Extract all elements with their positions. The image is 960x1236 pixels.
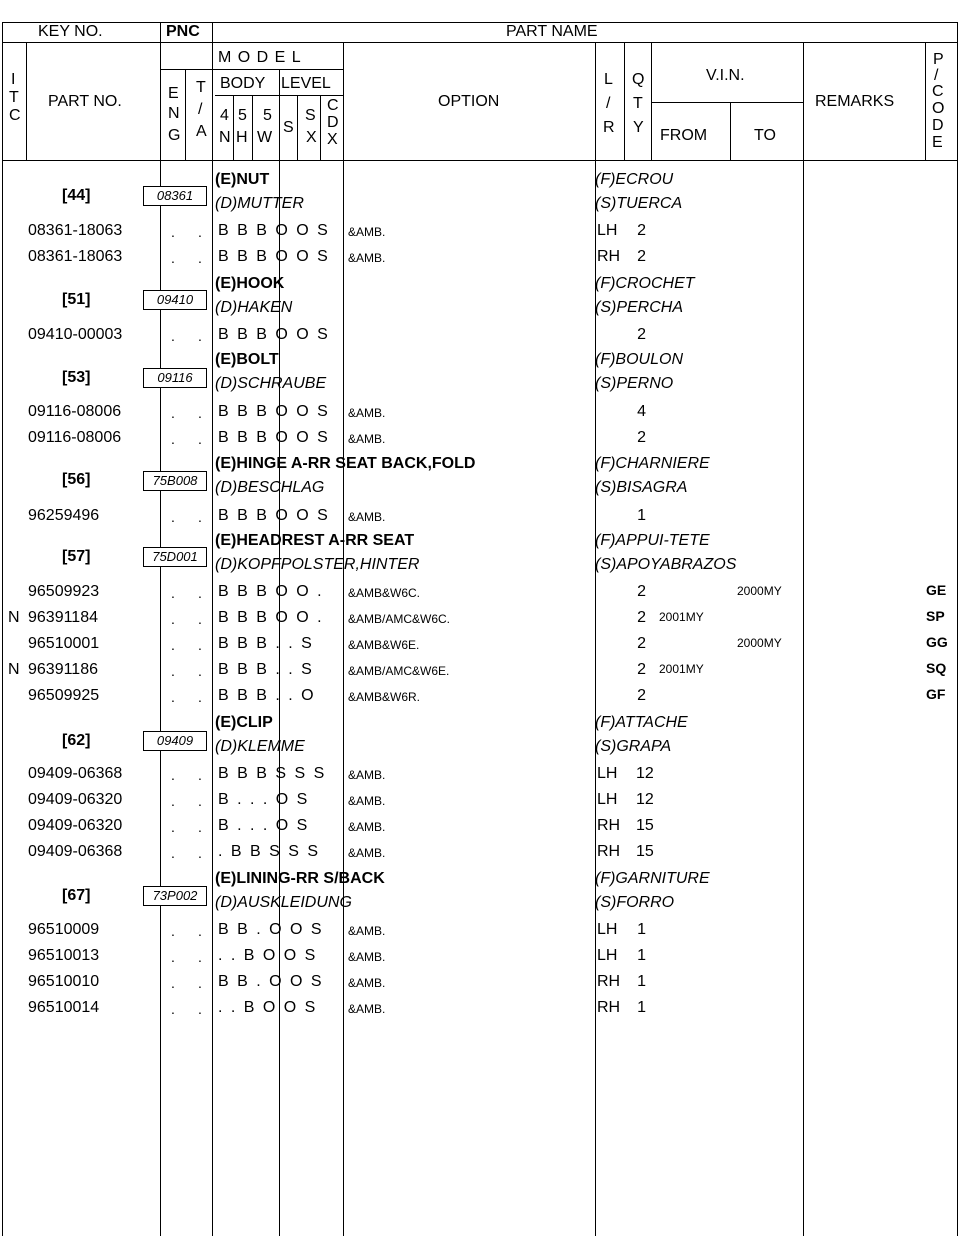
itc-t: T: [9, 89, 19, 106]
level-s: S: [283, 119, 294, 136]
empty-marker: .: [171, 845, 175, 861]
empty-marker: .: [198, 845, 202, 861]
part-number: 08361-18063: [28, 222, 123, 239]
part-number: 96510009: [28, 921, 100, 938]
vin-to: 2000MY: [737, 584, 782, 598]
empty-marker: .: [198, 509, 202, 525]
grid-line: [957, 22, 958, 1236]
model-applicability: B B B O O S: [218, 429, 329, 446]
part-name-german: (D)SCHRAUBE: [215, 375, 327, 392]
pnc-header: PNC: [166, 23, 200, 40]
part-name-spanish: (S)PERNO: [595, 375, 674, 392]
pcode-d: D: [932, 117, 944, 134]
empty-marker: .: [171, 793, 175, 809]
option-code: &AMB.: [348, 820, 386, 834]
grid-line: [2, 22, 3, 1236]
empty-marker: .: [171, 328, 175, 344]
empty-marker: .: [198, 431, 202, 447]
part-name-french: (F)CHARNIERE: [595, 455, 710, 472]
empty-marker: .: [171, 819, 175, 835]
part-number: 09409-06320: [28, 791, 123, 808]
option-code: &AMB&W6R.: [348, 690, 421, 704]
grid-line: [2, 22, 958, 23]
key-number: [56]: [62, 471, 91, 488]
model-applicability: B B . O O S: [218, 921, 323, 938]
lr-value: LH: [597, 947, 618, 964]
part-name-header: PART NAME: [506, 23, 598, 40]
part-name-french: (F)GARNITURE: [595, 870, 710, 887]
pnc-code: 75D001: [143, 547, 207, 567]
lr-value: LH: [597, 791, 618, 808]
part-name-english: (E)LINING-RR S/BACK: [215, 870, 385, 887]
empty-marker: .: [171, 663, 175, 679]
model-applicability: B B . O O S: [218, 973, 323, 990]
pnc-code: 09409: [143, 731, 207, 751]
grid-line: [730, 102, 731, 160]
part-number: 09116-08006: [28, 429, 122, 446]
option-code: &AMB.: [348, 251, 386, 265]
grid-line: [343, 42, 344, 1236]
quantity: 1: [637, 921, 646, 938]
pcode-e: E: [932, 134, 943, 151]
part-name-spanish: (S)FORRO: [595, 894, 675, 911]
part-number: 96510014: [28, 999, 100, 1016]
model-applicability: B B B O O .: [218, 583, 323, 600]
itc-i: I: [11, 71, 16, 88]
empty-marker: .: [171, 949, 175, 965]
level-cdx-d: D: [327, 114, 339, 131]
empty-marker: .: [171, 689, 175, 705]
model-applicability: B B B . . S: [218, 635, 313, 652]
grid-line: [233, 95, 234, 160]
key-number: [57]: [62, 548, 91, 565]
quantity: 2: [637, 429, 646, 446]
model-applicability: B B B S S S: [218, 765, 326, 782]
empty-marker: .: [171, 1001, 175, 1017]
part-name-german: (D)AUSKLEIDUNG: [215, 894, 352, 911]
part-number: 09116-08006: [28, 403, 122, 420]
quantity: 1: [637, 999, 646, 1016]
grid-line: [185, 69, 186, 160]
qty-q: Q: [632, 71, 645, 88]
pnc-code: 73P002: [143, 886, 207, 906]
lr-value: RH: [597, 999, 621, 1016]
body-header: BODY: [220, 75, 266, 92]
body-4: 4: [220, 107, 229, 124]
qty-y: Y: [633, 119, 644, 136]
body-5w: 5: [263, 107, 272, 124]
lr-value: LH: [597, 222, 618, 239]
option-code: &AMB&W6C.: [348, 586, 421, 600]
quantity: 2: [637, 609, 646, 626]
from-header: FROM: [660, 127, 708, 144]
part-name-spanish: (S)GRAPA: [595, 738, 672, 755]
lr-value: LH: [597, 921, 618, 938]
part-number: 96510010: [28, 973, 100, 990]
model-applicability: . . B O O S: [218, 999, 317, 1016]
empty-marker: .: [171, 509, 175, 525]
level-cdx-c: C: [327, 97, 339, 114]
quantity: 2: [637, 326, 646, 343]
part-name-english: (E)HEADREST A-RR SEAT: [215, 532, 415, 549]
grid-line: [2, 42, 958, 43]
lr-slash: /: [606, 95, 611, 112]
model-header: M O D E L: [218, 49, 302, 66]
model-applicability: B B B . . S: [218, 661, 313, 678]
quantity: 4: [637, 403, 646, 420]
lr-value: LH: [597, 765, 618, 782]
grid-line: [320, 95, 321, 160]
lr-value: RH: [597, 843, 621, 860]
grid-line: [26, 42, 27, 160]
part-number: 96510001: [28, 635, 100, 652]
part-name-spanish: (S)BISAGRA: [595, 479, 688, 496]
grid-line: [624, 42, 625, 160]
key-number: [51]: [62, 291, 91, 308]
part-number: 09410-00003: [28, 326, 123, 343]
key-number: [44]: [62, 187, 91, 204]
grid-line: [803, 42, 804, 1236]
empty-marker: .: [198, 250, 202, 266]
empty-marker: .: [198, 819, 202, 835]
empty-marker: .: [171, 923, 175, 939]
part-number: 96510013: [28, 947, 100, 964]
quantity: 2: [637, 248, 646, 265]
part-number: 96509923: [28, 583, 100, 600]
level-header: LEVEL: [281, 75, 331, 92]
option-code: &AMB.: [348, 976, 386, 990]
p-code: GE: [926, 582, 947, 598]
vin-from: 2001MY: [659, 610, 704, 624]
option-header: OPTION: [438, 93, 500, 110]
option-code: &AMB.: [348, 1002, 386, 1016]
grid-line: [925, 42, 926, 160]
model-applicability: B . . . O S: [218, 817, 309, 834]
key-number: [67]: [62, 887, 91, 904]
lr-value: RH: [597, 817, 621, 834]
quantity: 12: [636, 765, 654, 782]
level-cdx-x: X: [327, 131, 338, 148]
qty-t: T: [633, 95, 643, 112]
quantity: 1: [637, 973, 646, 990]
quantity: 15: [636, 817, 654, 834]
body-w: W: [257, 129, 273, 146]
part-name-french: (F)APPUI-TETE: [595, 532, 710, 549]
quantity: 1: [637, 947, 646, 964]
empty-marker: .: [171, 224, 175, 240]
grid-line: [2, 160, 958, 161]
part-no-header: PART NO.: [48, 93, 122, 110]
part-number: 09409-06368: [28, 843, 123, 860]
part-number: 96259496: [28, 507, 100, 524]
option-code: &AMB&W6E.: [348, 638, 420, 652]
grid-line: [212, 22, 213, 1236]
grid-line: [651, 102, 803, 103]
empty-marker: .: [171, 250, 175, 266]
empty-marker: .: [198, 1001, 202, 1017]
lr-r: R: [603, 119, 615, 136]
lr-value: RH: [597, 973, 621, 990]
empty-marker: .: [171, 767, 175, 783]
empty-marker: .: [198, 405, 202, 421]
empty-marker: .: [198, 328, 202, 344]
p-code: SP: [926, 608, 945, 624]
grid-line: [160, 69, 343, 70]
model-applicability: B B B O O S: [218, 507, 329, 524]
ta-a: A: [196, 123, 207, 140]
level-sx-x: X: [306, 129, 317, 146]
empty-marker: .: [198, 923, 202, 939]
grid-line: [651, 42, 652, 160]
model-applicability: B B B O O .: [218, 609, 323, 626]
option-code: &AMB.: [348, 794, 386, 808]
empty-marker: .: [171, 975, 175, 991]
pcode-p: P: [933, 51, 944, 68]
body-h: H: [236, 129, 248, 146]
model-applicability: B B B O O S: [218, 403, 329, 420]
option-code: &AMB.: [348, 924, 386, 938]
part-name-english: (E)NUT: [215, 171, 270, 188]
p-code: GF: [926, 686, 946, 702]
option-code: &AMB/AMC&W6E.: [348, 664, 450, 678]
quantity: 2: [637, 661, 646, 678]
part-name-french: (F)CROCHET: [595, 275, 695, 292]
quantity: 15: [636, 843, 654, 860]
part-number: 96391186: [28, 661, 98, 678]
key-no-header: KEY NO.: [38, 23, 103, 40]
model-applicability: B B B O O S: [218, 326, 329, 343]
option-code: &AMB.: [348, 432, 386, 446]
grid-line: [595, 42, 596, 1236]
empty-marker: .: [198, 767, 202, 783]
empty-marker: .: [198, 949, 202, 965]
empty-marker: .: [198, 793, 202, 809]
model-applicability: B B B O O S: [218, 222, 329, 239]
model-applicability: . . B O O S: [218, 947, 317, 964]
empty-marker: .: [198, 663, 202, 679]
option-code: &AMB.: [348, 846, 386, 860]
pcode-slash: /: [934, 67, 939, 84]
vin-header: V.I.N.: [706, 67, 745, 84]
part-name-spanish: (S)PERCHA: [595, 299, 684, 316]
part-name-german: (D)KOPFPOLSTER,HINTER: [215, 556, 420, 573]
quantity: 1: [637, 507, 646, 524]
quantity: 2: [637, 222, 646, 239]
level-sx-s: S: [305, 107, 316, 124]
part-name-english: (E)HOOK: [215, 275, 285, 292]
option-code: &AMB.: [348, 950, 386, 964]
part-name-english: (E)HINGE A-RR SEAT BACK,FOLD: [215, 455, 476, 472]
empty-marker: .: [171, 405, 175, 421]
lr-value: RH: [597, 248, 621, 265]
p-code: GG: [926, 634, 948, 650]
empty-marker: .: [198, 689, 202, 705]
p-code: SQ: [926, 660, 947, 676]
model-applicability: . B B S S S: [218, 843, 320, 860]
part-number: 09409-06368: [28, 765, 123, 782]
quantity: 12: [636, 791, 654, 808]
part-number: 96509925: [28, 687, 100, 704]
quantity: 2: [637, 635, 646, 652]
option-code: &AMB.: [348, 406, 386, 420]
part-name-spanish: (S)APOYABRAZOS: [595, 556, 737, 573]
eng-g: G: [168, 127, 181, 144]
grid-line: [297, 95, 298, 160]
pnc-code: 75B008: [143, 471, 207, 491]
empty-marker: .: [198, 637, 202, 653]
option-code: &AMB.: [348, 510, 386, 524]
part-name-german: (D)BESCHLAG: [215, 479, 325, 496]
itc-c: C: [9, 107, 21, 124]
pcode-o: O: [932, 100, 945, 117]
empty-marker: .: [198, 585, 202, 601]
vin-to: 2000MY: [737, 636, 782, 650]
ta-t: T: [196, 79, 206, 96]
eng-n: N: [168, 105, 180, 122]
new-part-marker: N: [8, 661, 20, 678]
empty-marker: .: [171, 431, 175, 447]
vin-from: 2001MY: [659, 662, 704, 676]
pnc-code: 08361: [143, 186, 207, 206]
part-number: 09409-06320: [28, 817, 123, 834]
empty-marker: .: [198, 975, 202, 991]
empty-marker: .: [171, 585, 175, 601]
option-code: &AMB.: [348, 768, 386, 782]
body-5h: 5: [238, 107, 247, 124]
model-applicability: B . . . O S: [218, 791, 309, 808]
empty-marker: .: [198, 224, 202, 240]
lr-l: L: [604, 71, 613, 88]
part-name-german: (D)KLEMME: [215, 738, 305, 755]
new-part-marker: N: [8, 609, 20, 626]
part-name-german: (D)HAKEN: [215, 299, 293, 316]
option-code: &AMB/AMC&W6C.: [348, 612, 451, 626]
part-name-german: (D)MUTTER: [215, 195, 304, 212]
to-header: TO: [754, 127, 776, 144]
ta-slash: /: [198, 101, 203, 118]
empty-marker: .: [171, 611, 175, 627]
part-number: 08361-18063: [28, 248, 123, 265]
key-number: [53]: [62, 369, 91, 386]
part-name-french: (F)BOULON: [595, 351, 683, 368]
part-name-french: (F)ECROU: [595, 171, 674, 188]
pnc-code: 09410: [143, 290, 207, 310]
part-name-english: (E)BOLT: [215, 351, 279, 368]
empty-marker: .: [171, 637, 175, 653]
empty-marker: .: [198, 611, 202, 627]
pnc-code: 09116: [143, 368, 207, 388]
part-name-french: (F)ATTACHE: [595, 714, 688, 731]
grid-line: [252, 95, 253, 160]
pcode-c: C: [932, 83, 944, 100]
eng-e: E: [168, 85, 179, 102]
part-name-spanish: (S)TUERCA: [595, 195, 683, 212]
quantity: 2: [637, 687, 646, 704]
grid-line: [279, 69, 280, 1236]
option-code: &AMB.: [348, 225, 386, 239]
quantity: 2: [637, 583, 646, 600]
key-number: [62]: [62, 732, 91, 749]
body-n: N: [219, 129, 231, 146]
model-applicability: B B B . . O: [218, 687, 315, 704]
model-applicability: B B B O O S: [218, 248, 329, 265]
part-number: 96391184: [28, 609, 98, 626]
part-name-english: (E)CLIP: [215, 714, 273, 731]
remarks-header: REMARKS: [815, 93, 895, 110]
